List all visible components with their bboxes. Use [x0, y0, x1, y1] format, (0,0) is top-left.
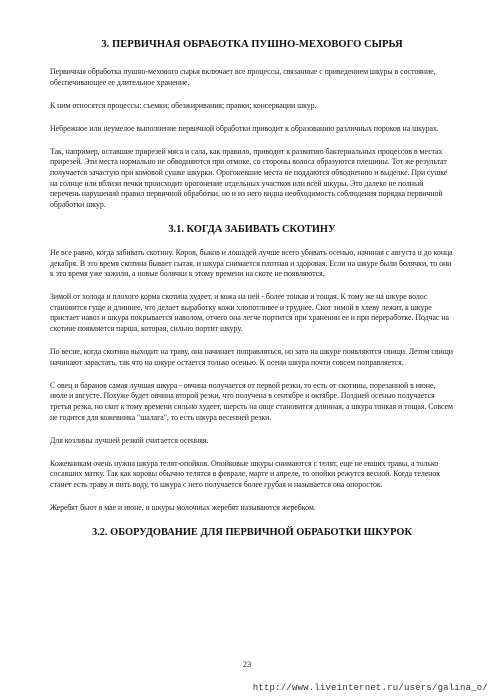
section-paragraph-7: Жеребят бьют в мае и июне, и шкуры молочных жеребят называются жеребком.: [50, 503, 316, 513]
section-paragraph-5: Для козлины лучшей резкой считается осенняя.: [50, 435, 209, 445]
intro-paragraph-4: Так, например, оставшие прирезей мяса и сала, как правило, приводит к развитию бактериальных процессов в местах прирезей. Эти места нормально не обводняются при отмоке, со стороны волоса образуются плешины. Тот же результат получается зачастую при комовой сушке шкурки. Орогоневшие места не поддаются обводнению и выделке. При сушке на солнце или вблизи печки происходит орогонение отдельных участков или всей шкуры. Это далеко не полный перечень нарушений правил первичной обработки, но и из него видна необходимость соблюдения порядка первичной обработки шкур.: [50, 146, 448, 209]
section-paragraph-2: Зимой от холода и плохого корма скотина худеет, и кожа на ней - более тонкая и тощая. К тому же на шкуре волос становится гуще и длиннее, что делает выработку кожи хлопотливее и труднее. Скот зимой в хлеву лежит, к шкуре пристает навоз и шкура покрывается наволом, отчего она легче портится при хранении ее и при переработке. Подчас на скотине появляется парша, которая, сильно портит шкуру.: [50, 292, 449, 333]
intro-paragraph-1: Первичная обработка пушно-мехового сырья включает все процессы, связанные с приведением шкуры в состояние, обеспечивающее ее длительное хранение.: [50, 67, 436, 87]
section-paragraph-3: По весне, когда скотина выходит на траву, она начинает поправляться, но зато на шкуре появляются свищи. Летом свищи начинают зарастать, так что на шкуре остается только осенью. К осени шкура почти совсем поправляется.: [50, 347, 453, 367]
intro-paragraph-2: К ним относятся процессы: съемки; обезжиривания; правки; консервации шкур.: [50, 100, 317, 110]
watermark-url: http://www.liveinternet.ru/users/galina_o/: [252, 683, 488, 693]
main-heading: 3. ПЕРВИЧНАЯ ОБРАБОТКА ПУШНО-МЕХОВОГО СЫРЬЯ: [101, 39, 403, 50]
section-paragraph-6: Кожевникам очень нужна шкура телят-опойков. Опойковые шкуры снимаются с телят, еще не евших травы, а только сосавших матку. Так как коровы обычно телятся в феврале, марте и апреле, то опойки режутся весной. Когда теленок станет есть траву и пить воду, то шкура с него получается более грубая и называется она опоросток.: [50, 458, 441, 489]
section-paragraph-4: С овец и баранов самая лучшая шкура - овчина получается от первой резки, то есть от скотины, порезанной в июне, июле и августе. Похуже будет овчина второй резки, что получена в сентябре и октябре. Поздней осенью получается третья резка, но скот к тому времени сильно худеет, шерсть на овце становится длинная, а шкура тонкая и тощая. Совсем не годится для кожевника "шалага", то есть шкура весенней резки.: [50, 380, 453, 422]
section-paragraph-1: Не все равно, когда забивать скотину. Коров, быков и лошадей лучше всего убивать осенью, начиная с августа и до конца декабря. В это время скотина бывает сытая, и шкура снимается плотная и здоровая. Если на шкуре были болячки, то они к это время уже зажили, а новые болячки к этому времени на скоте не появляются.: [50, 247, 453, 279]
section-heading-3-1: 3.1. КОГДА ЗАБИВАТЬ СКОТИНУ: [168, 223, 336, 235]
section-heading-3-2: 3.2. ОБОРУДОВАНИЕ ДЛЯ ПЕРВИЧНОЙ ОБРАБОТКИ ШКУРОК: [91, 527, 413, 539]
page-number: 23: [242, 659, 252, 669]
intro-paragraph-3: Небрежное или неумелое выполнение первичной обработки приводит к образованию различных пороков на шкурах.: [50, 123, 439, 133]
document-page: [50, 38, 454, 551]
